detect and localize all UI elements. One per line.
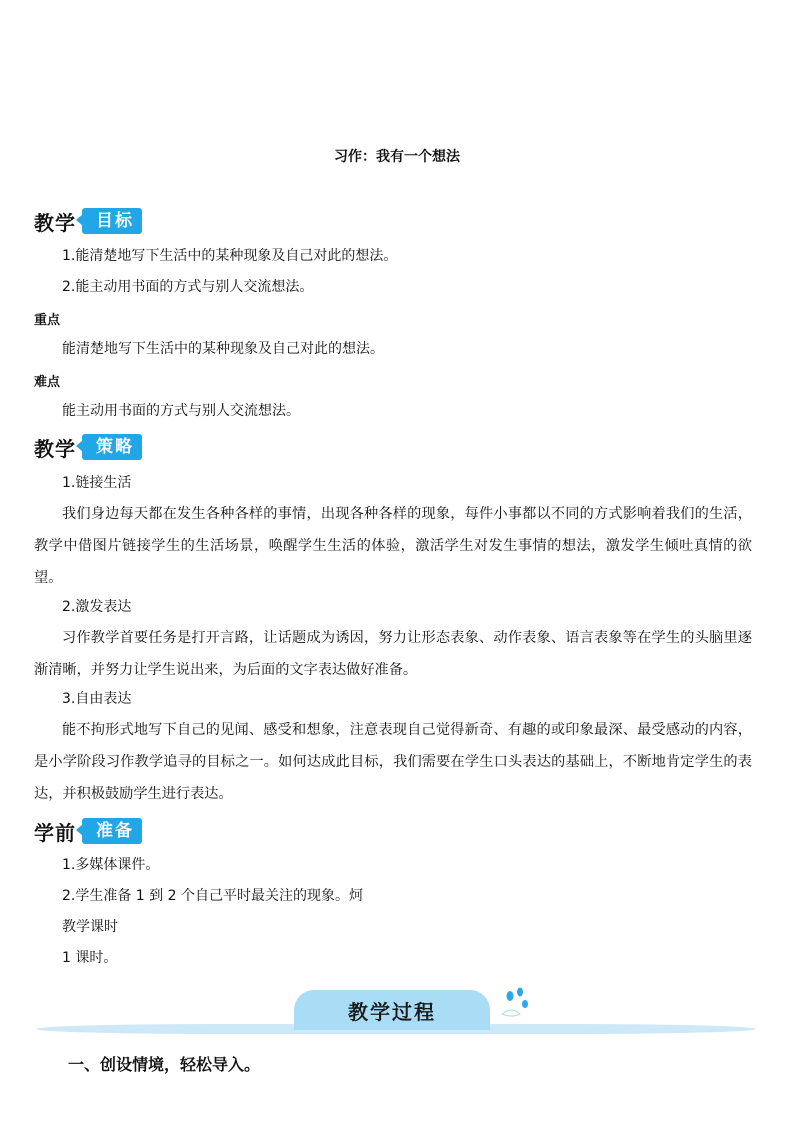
section-heading-prefix: 学前 xyxy=(34,820,76,845)
goal-item: 1.能清楚地写下生活中的某种现象及自己对此的想法。 xyxy=(62,248,398,264)
water-drops-icon xyxy=(498,984,532,1020)
strategy-title: 2.激发表达 xyxy=(62,599,132,615)
difficulty-text: 能主动用书面的方式与别人交流想法。 xyxy=(62,403,300,419)
strategy-title: 1.链接生活 xyxy=(62,475,132,491)
section-heading-prep xyxy=(34,816,142,846)
banner-pill xyxy=(294,990,490,1030)
period-value: 1 课时。 xyxy=(62,950,118,966)
strategy-paragraph: 能不拘形式地写下自己的见闻、感受和想象，注意表现自己觉得新奇、有趣的或印象最深、最受感动的内容，是小学阶段习作教学追寻的目标之一。如何达成此目标，我们需要在学生口头表达的基础上，不断地肯定学生的表达，并积极鼓励学生进行表达。 xyxy=(34,722,752,802)
section-heading-tag: 准备 xyxy=(82,818,142,844)
goal-item: 2.能主动用书面的方式与别人交流想法。 xyxy=(62,279,314,295)
process-banner xyxy=(36,990,756,1034)
section-heading-strategy xyxy=(34,432,142,462)
strategy-paragraph: 我们身边每天都在发生各种各样的事情，出现各种各样的现象，每件小事都以不同的方式影响着我们的生活，教学中借图片链接学生的生活场景，唤醒学生生活的体验，激活学生对发生事情的想法，激发学生倾吐真情的欲望。 xyxy=(34,506,752,586)
section-heading-tag: 目标 xyxy=(82,208,142,234)
step-heading: 一、创设情境，轻松导入。 xyxy=(68,1055,261,1074)
period-label: 教学课时 xyxy=(62,919,118,935)
section-heading-prefix: 教学 xyxy=(34,436,76,461)
document-title: 习作：我有一个想法 xyxy=(334,149,460,165)
strategy-paragraph: 习作教学首要任务是打开言路，让话题成为诱因，努力让形态表象、动作表象、语言表象等在学生的头脑里逐渐清晰，并努力让学生说出来，为后面的文字表达做好准备。 xyxy=(34,630,752,678)
strategy-title: 3.自由表达 xyxy=(62,691,132,707)
banner-title: 教学过程 xyxy=(348,999,436,1024)
prep-item: 1.多媒体课件。 xyxy=(62,857,160,873)
prep-item: 2.学生准备 1 到 2 个自己平时最关注的现象。炣 xyxy=(62,888,363,904)
section-heading-prefix: 教学 xyxy=(34,210,76,235)
section-heading-tag: 策略 xyxy=(82,434,142,460)
difficulty-label: 难点 xyxy=(34,375,61,390)
key-point-label: 重点 xyxy=(34,313,61,328)
section-heading-goals xyxy=(34,206,142,236)
key-point-text: 能清楚地写下生活中的某种现象及自己对此的想法。 xyxy=(62,341,384,357)
